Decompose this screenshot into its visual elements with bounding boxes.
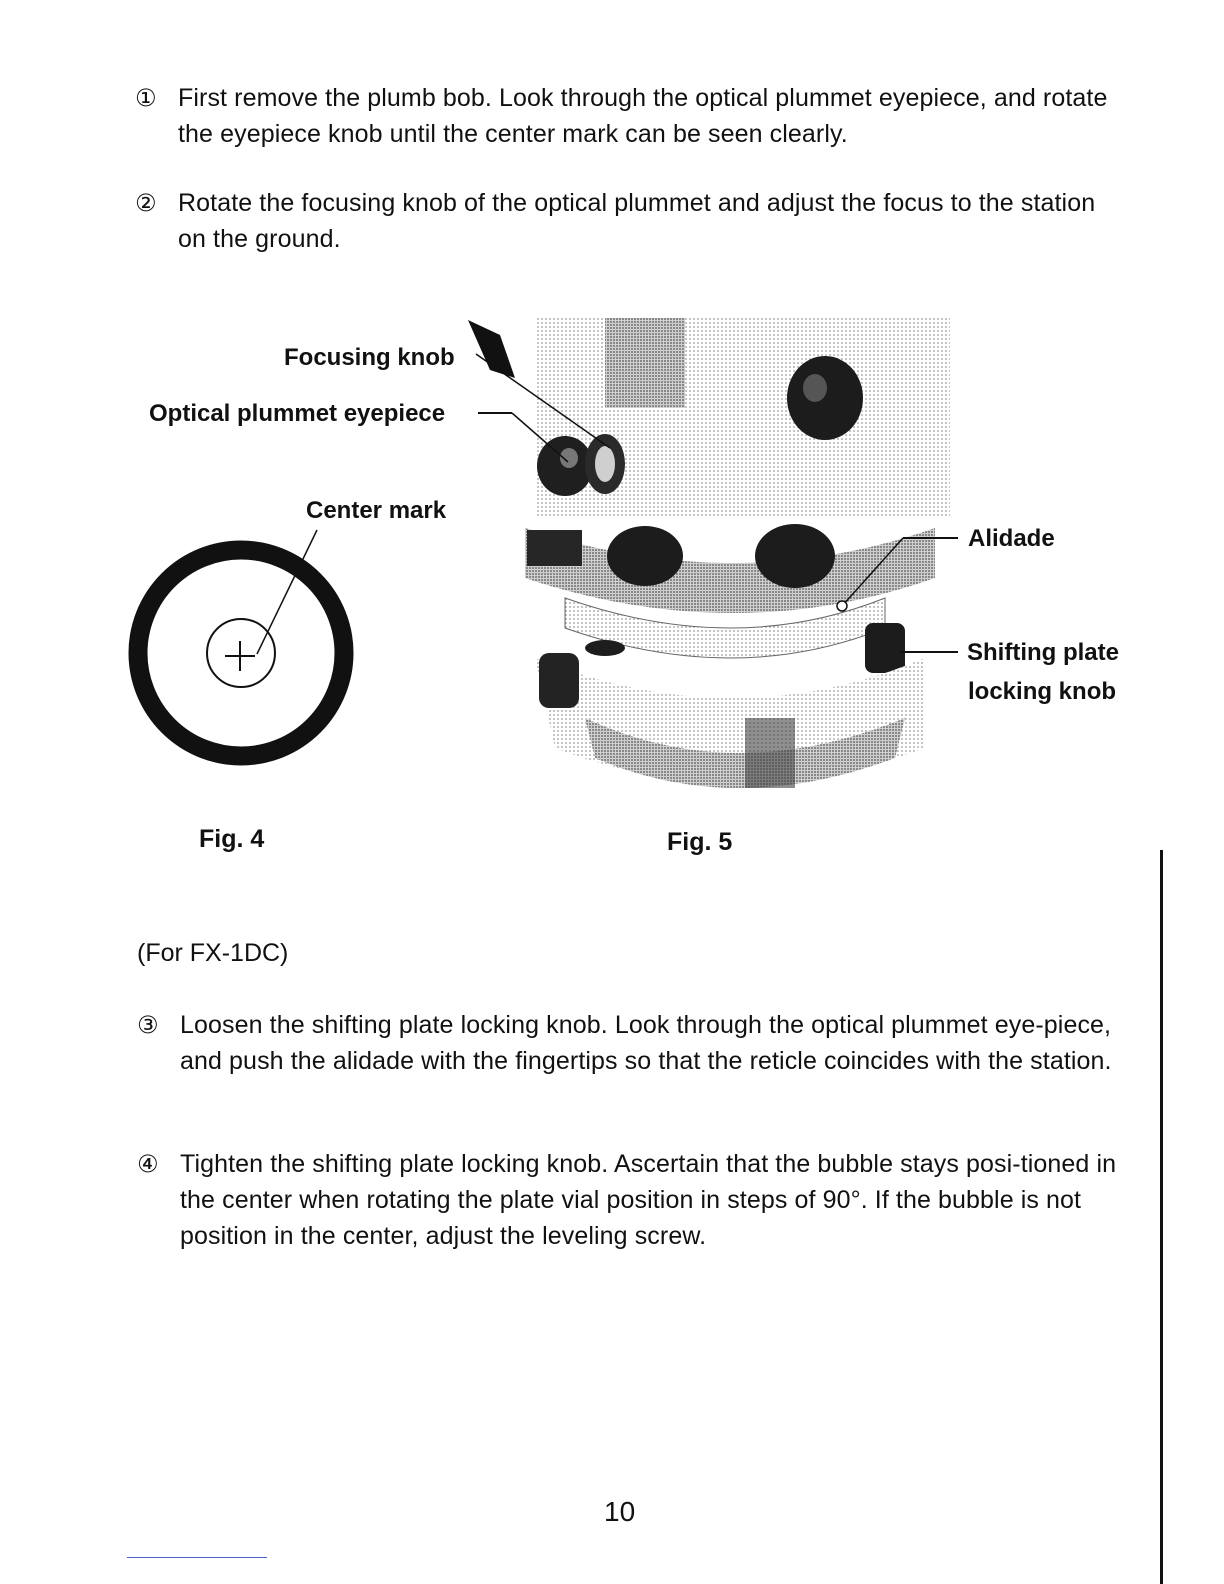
- eyepiece-leader: [512, 413, 568, 462]
- step-2-text: Rotate the focusing knob of the optical plummet and adjust the focus to the station on the ground.: [178, 189, 1096, 253]
- step-1-text: First remove the plumb bob. Look through the optical plummet eyepiece, and rotate the eyepiece knob until the center mark can be seen clearly.: [178, 84, 1108, 148]
- alidade-label: Alidade: [968, 525, 1055, 552]
- page-number: 10: [604, 1496, 636, 1527]
- step-4-number: ④: [137, 1150, 159, 1178]
- center-mark-label: Center mark: [306, 497, 447, 524]
- alidade-leader-dot: [837, 601, 847, 611]
- step-1-number: ①: [135, 84, 157, 112]
- fig5-caption: Fig. 5: [667, 828, 733, 856]
- step-4-text: Tighten the shifting plate locking knob. Ascertain that the bubble stays posi-tioned in the center when rotating the plate vial position in steps of 90°. If the bubble is not position in the center, adjust the leveling screw.: [180, 1150, 1117, 1250]
- optical-plummet-eyepiece-label: Optical plummet eyepiece: [149, 400, 446, 427]
- step-4: [137, 1146, 1127, 1254]
- step-3-number: ③: [137, 1011, 159, 1039]
- step-3-text: Loosen the shifting plate locking knob. Look through the optical plummet eye-piece, and push the alidade with the fingertips so that the reticle coincides with the station.: [180, 1011, 1112, 1075]
- shifting-plate-label-line2: locking knob: [968, 678, 1117, 705]
- step-3: [137, 1007, 1127, 1079]
- model-note: (For FX-1DC): [137, 939, 289, 967]
- shifting-plate-label-line1: Shifting plate: [967, 639, 1119, 666]
- fig4-caption: Fig. 4: [199, 825, 265, 853]
- focusing-knob-label: Focusing knob: [284, 344, 455, 371]
- bottom-rule: [127, 1557, 267, 1558]
- alidade-leader: [842, 538, 903, 606]
- right-margin-rule: [1160, 850, 1163, 1584]
- focusing-knob-pointer: [468, 320, 515, 378]
- step-2-number: ②: [135, 189, 157, 217]
